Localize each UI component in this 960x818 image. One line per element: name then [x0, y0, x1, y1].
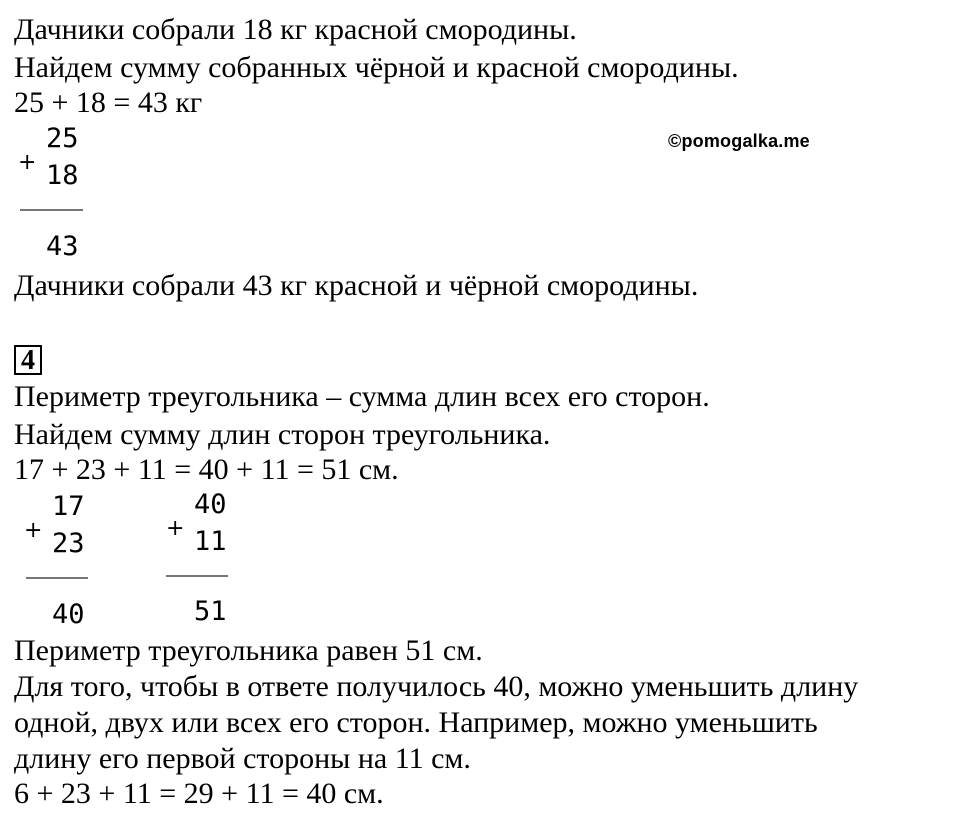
- task-number-box: 4: [14, 345, 42, 375]
- sum-result: 43: [46, 231, 79, 262]
- sum-line: [26, 577, 88, 579]
- text-line: Дачники собрали 18 кг красной смородины.: [14, 13, 577, 46]
- sum-result: 51: [194, 596, 227, 627]
- addend-bottom: 23: [52, 528, 85, 559]
- equation-line: 6 + 23 + 11 = 29 + 11 = 40 см.: [14, 777, 384, 810]
- sum-result: 40: [52, 599, 85, 630]
- addend-top: 25: [46, 123, 79, 154]
- equation-line: 25 + 18 = 43 кг: [14, 86, 203, 119]
- text-line: Периметр треугольника – сумма длин всех его сторон.: [14, 380, 710, 413]
- addend-top: 40: [194, 489, 227, 520]
- plus-sign: +: [18, 150, 37, 175]
- plus-sign: +: [24, 518, 43, 543]
- watermark: ©pomogalka.me: [668, 131, 810, 151]
- sum-line: [166, 575, 228, 577]
- addend-top: 17: [52, 491, 85, 522]
- answer-line: Дачники собрали 43 кг красной и чёрной смородины.: [14, 269, 699, 302]
- plus-sign: +: [166, 516, 185, 541]
- addend-bottom: 18: [46, 160, 79, 191]
- addend-bottom: 11: [194, 526, 227, 557]
- text-line: Периметр треугольника равен 51 см.: [14, 634, 483, 667]
- text-line: Найдем сумму собранных чёрной и красной смородины.: [14, 51, 739, 84]
- text-line: Для того, чтобы в ответе получилось 40, можно уменьшить длину: [14, 670, 859, 703]
- equation-line: 17 + 23 + 11 = 40 + 11 = 51 см.: [14, 453, 399, 486]
- text-line: длину его первой стороны на 11 см.: [14, 742, 471, 775]
- text-line: одной, двух или всех его сторон. Например, можно уменьшить: [14, 706, 818, 739]
- text-line: Найдем сумму длин сторон треугольника.: [14, 418, 551, 451]
- sum-line: [20, 209, 83, 211]
